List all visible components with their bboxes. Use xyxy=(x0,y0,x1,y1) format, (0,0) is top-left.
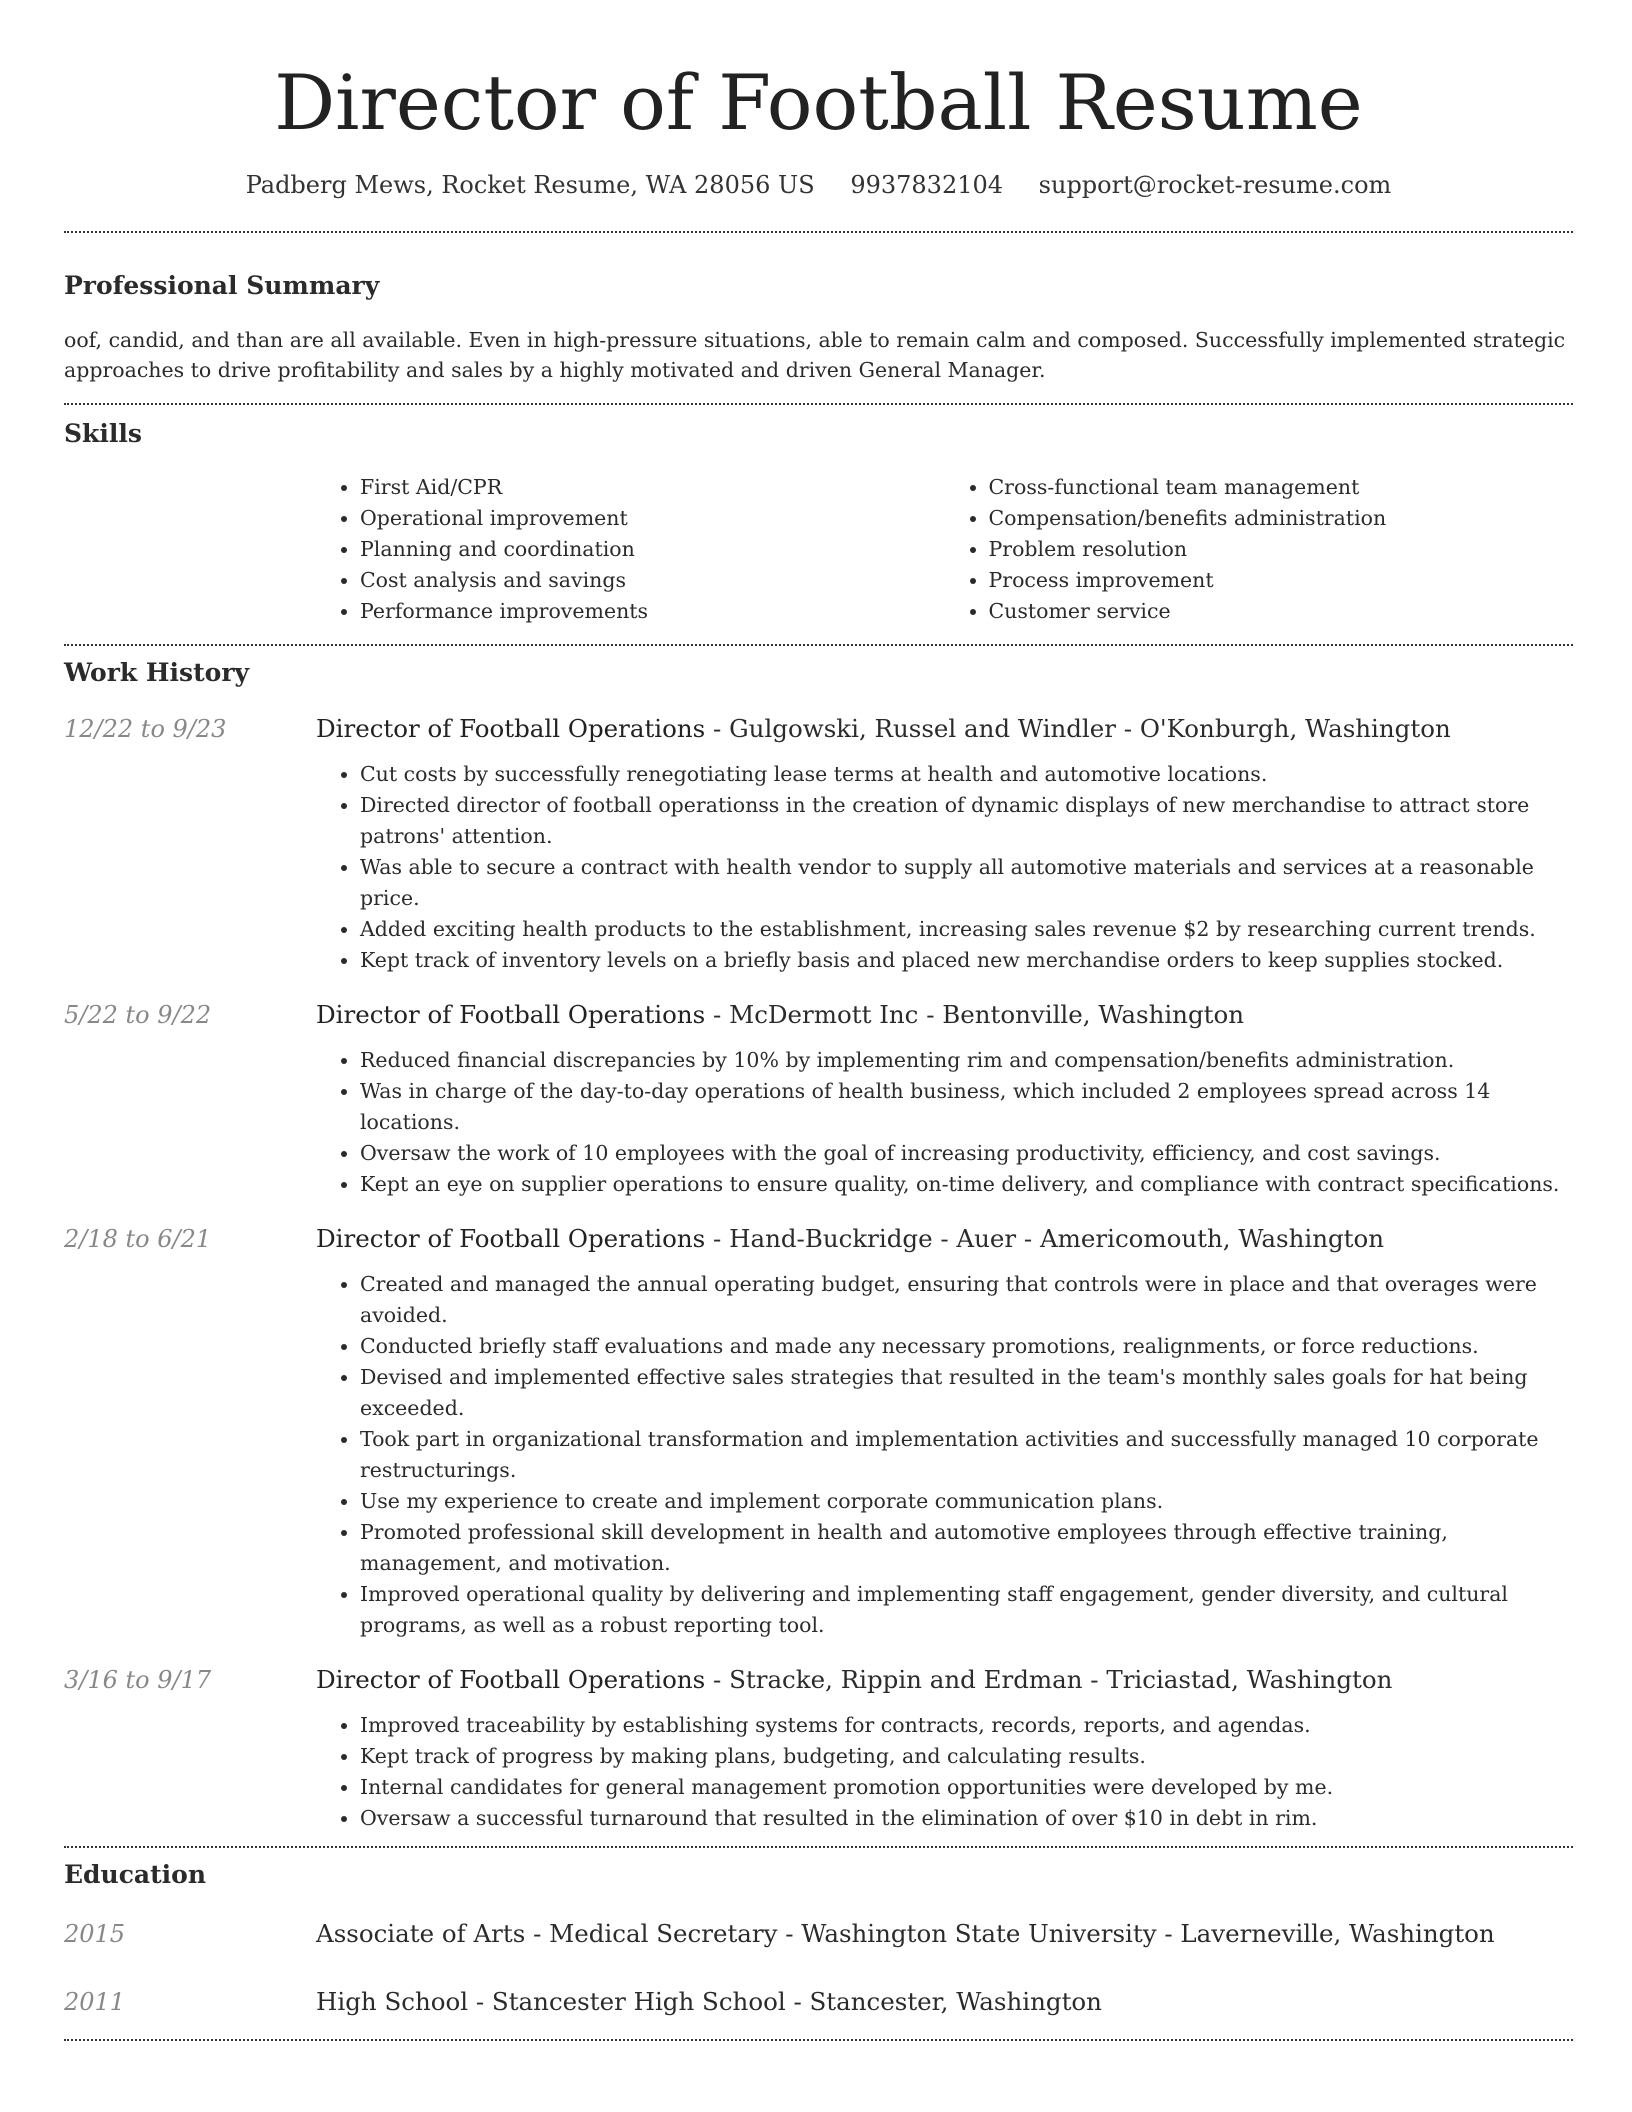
job-role: Director of Football Operations xyxy=(316,1224,706,1253)
section-title-skills: Skills xyxy=(64,419,142,448)
job-bullet: • Kept an eye on supplier operations to ensure quality, on-time delivery, and compliance with contract specifications. xyxy=(360,1169,1573,1200)
job-bullet: • Created and managed the annual operating budget, ensuring that controls were in place and that overages were avoided. xyxy=(360,1269,1573,1331)
job-entry xyxy=(64,1222,1573,1641)
education-text: High School - Stancester High School - Stancester, Washington xyxy=(316,1987,1102,2016)
job-bullet: • Kept track of inventory levels on a briefly basis and placed new merchandise orders to keep supplies stocked. xyxy=(360,945,1573,976)
section-title-work: Work History xyxy=(64,658,250,687)
job-body xyxy=(316,998,1573,1200)
skill-item: • Customer service xyxy=(989,596,1574,627)
job-bullets xyxy=(316,1269,1573,1641)
skill-item: • Process improvement xyxy=(989,565,1574,596)
education-entry xyxy=(64,1985,1573,2019)
skills-columns xyxy=(316,472,1573,627)
resume-page xyxy=(64,0,1573,2041)
work-section xyxy=(64,646,1573,1834)
education-entry xyxy=(64,1917,1573,1951)
skills-list-left xyxy=(316,472,945,627)
job-bullet: • Was in charge of the day-to-day operations of health business, which included 2 employees spread across 14 locations. xyxy=(360,1076,1573,1138)
skill-item: • Planning and coordination xyxy=(360,534,945,565)
job-entry xyxy=(64,712,1573,976)
job-bullet: • Directed director of football operationss in the creation of dynamic displays of new merchandise to attract store patrons' attention. xyxy=(360,790,1573,852)
skills-list-right xyxy=(945,472,1574,627)
job-bullet: • Use my experience to create and implement corporate communication plans. xyxy=(360,1486,1573,1517)
job-bullets xyxy=(316,759,1573,976)
resume-title: Director of Football Resume xyxy=(274,58,1363,147)
section-title-summary: Professional Summary xyxy=(64,271,380,300)
job-bullet: • Improved traceability by establishing systems for contracts, records, reports, and agendas. xyxy=(360,1710,1573,1741)
skill-item: • Cross-functional team management xyxy=(989,472,1574,503)
job-role: Director of Football Operations xyxy=(316,1000,706,1029)
skill-item: • Performance improvements xyxy=(360,596,945,627)
divider xyxy=(64,2039,1573,2041)
job-company: - McDermott Inc - Bentonville, Washington xyxy=(705,1000,1245,1029)
skill-item: • First Aid/CPR xyxy=(360,472,945,503)
job-bullets xyxy=(316,1710,1573,1834)
job-bullet: • Added exciting health products to the establishment, increasing sales revenue $2 by researching current trends. xyxy=(360,914,1573,945)
job-dates: 12/22 to 9/23 xyxy=(64,715,227,743)
job-body xyxy=(316,712,1573,976)
education-year: 2015 xyxy=(64,1920,126,1948)
job-role: Director of Football Operations xyxy=(316,714,706,743)
contact-email: support@rocket-resume.com xyxy=(1038,171,1392,199)
job-header xyxy=(316,998,1573,1032)
job-company: - Hand-Buckridge - Auer - Americomouth, Washington xyxy=(705,1224,1385,1253)
job-bullet: • Oversaw a successful turnaround that resulted in the elimination of over $10 in debt in rim. xyxy=(360,1803,1573,1834)
job-bullet: • Conducted briefly staff evaluations and made any necessary promotions, realignments, or force reductions. xyxy=(360,1331,1573,1362)
job-dates: 5/22 to 9/22 xyxy=(64,1001,212,1029)
section-title-education: Education xyxy=(64,1860,207,1889)
job-bullet: • Improved operational quality by delivering and implementing staff engagement, gender diversity, and cultural programs, as well as a robust reporting tool. xyxy=(360,1579,1573,1641)
job-body xyxy=(316,1663,1573,1834)
job-bullet: • Took part in organizational transformation and implementation activities and successfully managed 10 corporate restructurings. xyxy=(360,1424,1573,1486)
job-entry xyxy=(64,1663,1573,1834)
job-dates: 2/18 to 6/21 xyxy=(64,1225,212,1253)
skill-item: • Problem resolution xyxy=(989,534,1574,565)
job-company: - Stracke, Rippin and Erdman - Triciastad, Washington xyxy=(705,1665,1393,1694)
skills-section xyxy=(64,405,1573,627)
job-bullet: • Devised and implemented effective sales strategies that resulted in the team's monthly sales goals for hat being exceeded. xyxy=(360,1362,1573,1424)
job-role: Director of Football Operations xyxy=(316,1665,706,1694)
job-bullet: • Kept track of progress by making plans, budgeting, and calculating results. xyxy=(360,1741,1573,1772)
job-body xyxy=(316,1222,1573,1641)
job-header xyxy=(316,1663,1573,1697)
job-header xyxy=(316,1222,1573,1256)
job-dates: 3/16 to 9/17 xyxy=(64,1666,212,1694)
job-bullet: • Cut costs by successfully renegotiating lease terms at health and automotive locations. xyxy=(360,759,1573,790)
job-bullets xyxy=(316,1045,1573,1200)
education-year: 2011 xyxy=(64,1988,126,2016)
education-text: Associate of Arts - Medical Secretary - Washington State University - Laverneville, Washington xyxy=(316,1919,1495,1948)
job-bullet: • Promoted professional skill development in health and automotive employees through effective training, management, and motivation. xyxy=(360,1517,1573,1579)
job-entry xyxy=(64,998,1573,1200)
contact-address: Padberg Mews, Rocket Resume, WA 28056 US xyxy=(245,171,815,199)
skill-item: • Compensation/benefits administration xyxy=(989,503,1574,534)
summary-text: oof, candid, and than are all available. Even in high-pressure situations, able to remain calm and composed. Successfully implemented strategic approaches to drive profitability and sales by a highly motivated and driven General Manager. xyxy=(64,328,1566,382)
summary-section xyxy=(64,233,1573,385)
contact-line xyxy=(64,168,1573,202)
job-bullet: • Reduced financial discrepancies by 10% by implementing rim and compensation/benefits administration. xyxy=(360,1045,1573,1076)
job-bullet: • Oversaw the work of 10 employees with the goal of increasing productivity, efficiency, and cost savings. xyxy=(360,1138,1573,1169)
skill-item: • Cost analysis and savings xyxy=(360,565,945,596)
job-company: - Gulgowski, Russel and Windler - O'Konburgh, Washington xyxy=(705,714,1451,743)
job-header xyxy=(316,712,1573,746)
job-bullet: • Was able to secure a contract with health vendor to supply all automotive materials and services at a reasonable price. xyxy=(360,852,1573,914)
job-bullet: • Internal candidates for general management promotion opportunities were developed by me. xyxy=(360,1772,1573,1803)
skill-item: • Operational improvement xyxy=(360,503,945,534)
contact-phone: 9937832104 xyxy=(850,171,1004,199)
education-section xyxy=(64,1848,1573,2019)
